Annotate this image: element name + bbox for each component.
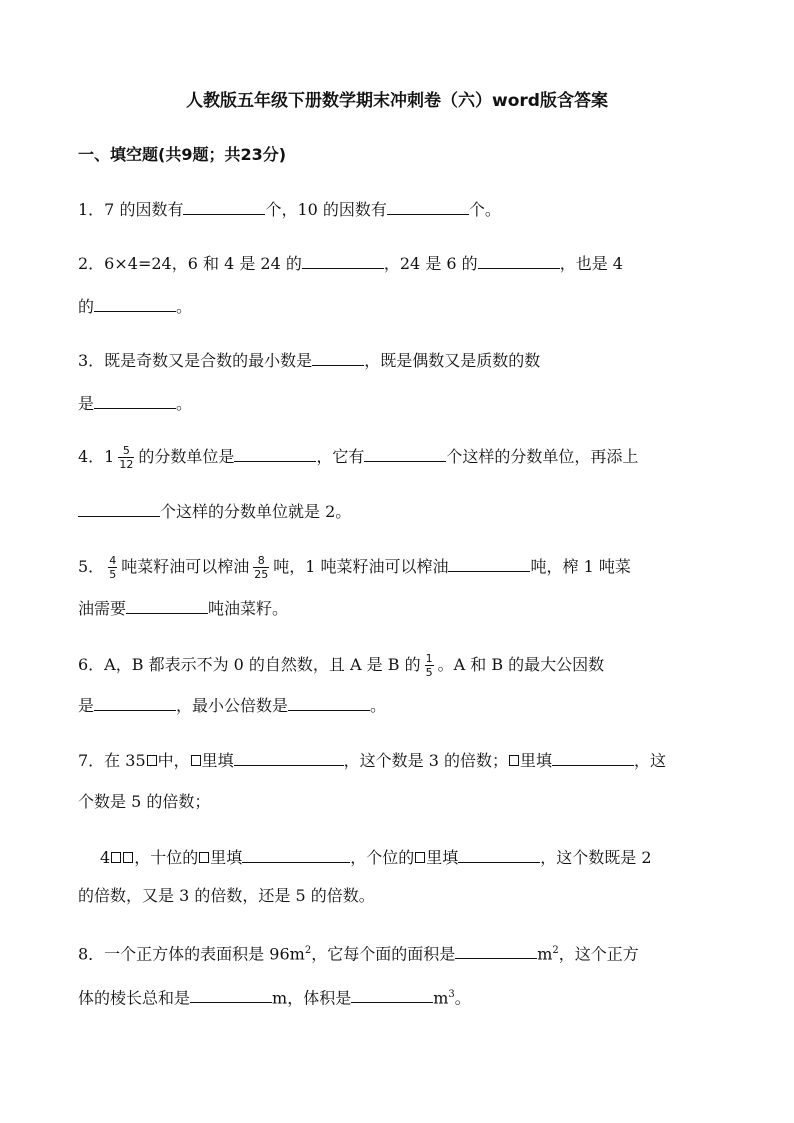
- q7-text: ，这: [634, 751, 667, 770]
- page-title: 人教版五年级下册数学期末冲刺卷（六）word版含答案: [186, 91, 608, 111]
- empty-box-icon: [123, 852, 133, 863]
- denominator: 5: [425, 666, 433, 679]
- answer-blank[interactable]: [552, 749, 634, 766]
- denominator: 25: [254, 568, 269, 581]
- question-7-cont2: [78, 886, 375, 906]
- q7-text: 7．在 35: [78, 751, 146, 770]
- q5-text: 吨油菜籽。: [208, 599, 289, 618]
- q7-text: ，这个数是 3 的倍数；: [343, 751, 509, 770]
- q5-text: 吨，1 吨菜籽油可以榨油: [273, 557, 449, 576]
- answer-blank[interactable]: [242, 846, 350, 863]
- q8-text: 8．一个正方体的表面积是 96m: [78, 944, 305, 964]
- q2-text: 2．6×4=24，6 和 4 是 24 的: [78, 254, 302, 273]
- superscript: 2: [552, 945, 559, 956]
- empty-box-icon: [415, 852, 425, 863]
- q7-text: 里填: [201, 751, 234, 770]
- empty-box-icon: [147, 755, 157, 766]
- question-2-cont: [78, 295, 192, 317]
- answer-blank[interactable]: [478, 252, 560, 269]
- q7-text: 4: [100, 848, 111, 867]
- q3-text: 3．既是奇数又是合数的最小数是: [78, 351, 313, 370]
- answer-blank[interactable]: [458, 846, 540, 863]
- q7-text: ，十位的: [134, 848, 199, 867]
- answer-blank[interactable]: [94, 694, 176, 711]
- q1-text: 个。: [468, 200, 501, 219]
- answer-blank[interactable]: [364, 445, 446, 462]
- q2-text: ，也是 4: [559, 254, 623, 273]
- question-3-cont: [78, 392, 192, 414]
- answer-blank[interactable]: [387, 198, 469, 215]
- question-5-cont: [78, 597, 288, 619]
- empty-box-icon: [199, 852, 209, 863]
- q2-text: 的: [78, 297, 95, 316]
- q6-text: 6．A，B 都表示不为 0 的自然数，且 A 是 B 的: [78, 655, 421, 674]
- denominator: 12: [119, 458, 134, 471]
- q6-text: 是: [78, 696, 95, 715]
- q6-text: 。: [370, 696, 387, 715]
- question-6: [78, 652, 604, 679]
- answer-blank[interactable]: [234, 445, 316, 462]
- question-7: [78, 749, 666, 771]
- answer-blank[interactable]: [455, 942, 537, 959]
- question-8-cont: [78, 985, 471, 1008]
- q1-text: 1．7 的因数有: [78, 200, 184, 219]
- q4-text: ，它有: [316, 447, 365, 466]
- q4-text: 个这样的分数单位就是 2。: [160, 502, 352, 521]
- answer-blank[interactable]: [94, 295, 176, 312]
- answer-blank[interactable]: [183, 198, 265, 215]
- q7-text: 中，: [157, 751, 190, 770]
- numerator: 4: [109, 554, 117, 567]
- q4-text: 4．1: [78, 447, 115, 466]
- fraction: [253, 554, 269, 581]
- fraction: [108, 554, 117, 581]
- question-8: [78, 941, 639, 964]
- q8-text: m，体积是: [272, 988, 352, 1008]
- q3-text: 。: [176, 394, 193, 413]
- q8-text: m: [433, 988, 449, 1008]
- q1-text: 个，10 的因数有: [265, 200, 387, 219]
- answer-blank[interactable]: [351, 986, 433, 1003]
- q8-text: 体的棱长总和是: [78, 988, 191, 1008]
- q5-text: 5．: [78, 557, 105, 576]
- answer-blank[interactable]: [78, 500, 160, 517]
- question-2: [78, 252, 623, 274]
- q8-text: ，这个正方: [558, 944, 639, 964]
- question-4: [78, 444, 638, 471]
- q8-text: ，它每个面的面积是: [311, 944, 456, 964]
- question-7-part2: [100, 846, 652, 868]
- q5-text: 吨，榨 1 吨菜: [530, 557, 631, 576]
- fraction: [425, 652, 434, 679]
- answer-blank[interactable]: [288, 694, 370, 711]
- denominator: 5: [109, 568, 117, 581]
- q7-text: ，这个数既是 2: [540, 848, 652, 867]
- question-4-cont: [78, 500, 351, 522]
- q8-text: m: [537, 944, 553, 964]
- superscript: 2: [304, 945, 312, 956]
- q7-text: 个数是 5 的倍数；: [78, 792, 211, 811]
- empty-box-icon: [509, 755, 519, 766]
- q2-text: 。: [176, 297, 193, 316]
- numerator: 1: [425, 652, 433, 665]
- q3-text: 是: [78, 394, 95, 413]
- question-5: [78, 554, 631, 581]
- q5-text: 吨菜籽油可以榨油: [121, 557, 250, 576]
- empty-box-icon: [191, 755, 201, 766]
- answer-blank[interactable]: [448, 555, 530, 572]
- q6-text: 。A 和 B 的最大公因数: [437, 655, 605, 674]
- question-1: [78, 198, 501, 220]
- q7-text: 里填: [210, 848, 243, 867]
- question-3: [78, 349, 540, 371]
- answer-blank[interactable]: [302, 252, 384, 269]
- q7-text: 里填: [426, 848, 459, 867]
- q6-text: ，最小公倍数是: [176, 696, 289, 715]
- empty-box-icon: [111, 852, 121, 863]
- q2-text: ，24 是 6 的: [383, 254, 478, 273]
- answer-blank[interactable]: [126, 597, 208, 614]
- section-heading: 一、填空题(共9题；共23分): [78, 145, 287, 164]
- question-7-cont: [78, 792, 210, 812]
- q4-text: 个这样的分数单位，再添上: [446, 447, 639, 466]
- superscript: 3: [448, 989, 455, 1000]
- question-6-cont: [78, 694, 386, 716]
- q7-text: 里填: [520, 751, 553, 770]
- q7-text: ，个位的: [350, 848, 415, 867]
- answer-blank[interactable]: [312, 349, 364, 366]
- q8-text: 。: [454, 988, 471, 1008]
- q3-text: ，既是偶数又是质数的数: [364, 351, 541, 370]
- answer-blank[interactable]: [234, 749, 344, 766]
- mixed-fraction: [118, 444, 134, 471]
- numerator: 5: [118, 444, 134, 458]
- answer-blank[interactable]: [190, 986, 272, 1003]
- q7-text: 的倍数，又是 3 的倍数，还是 5 的倍数。: [78, 886, 375, 905]
- numerator: 8: [253, 554, 269, 568]
- q5-text: 油需要: [78, 599, 127, 618]
- answer-blank[interactable]: [94, 392, 176, 409]
- q4-text: 的分数单位是: [138, 447, 235, 466]
